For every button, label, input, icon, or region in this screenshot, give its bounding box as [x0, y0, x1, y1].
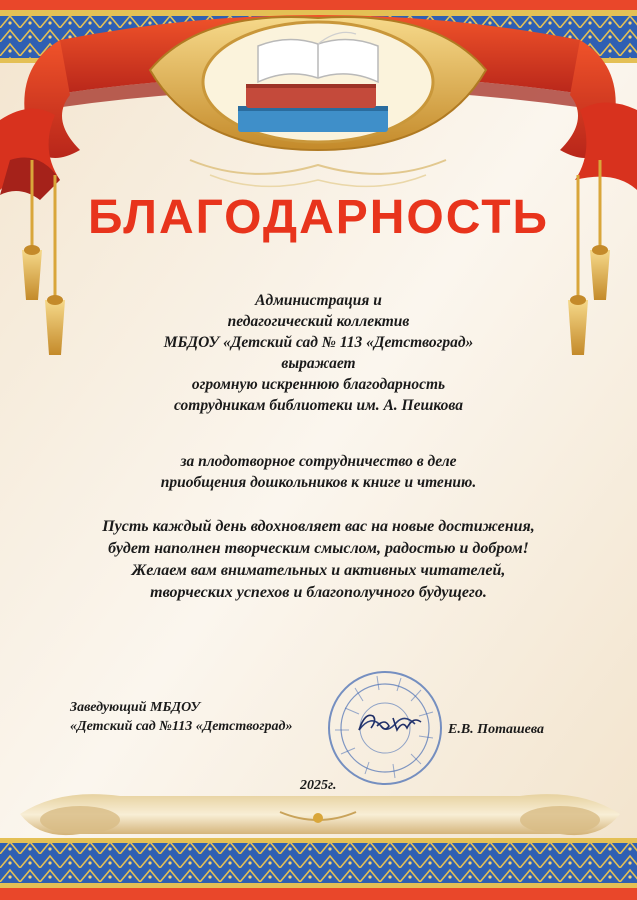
recipient-line: огромную искреннюю благодарность [191, 376, 446, 393]
position-line: Заведующий МБДОУ [70, 700, 201, 715]
certificate-title: БЛАГОДАРНОСТЬ [87, 191, 550, 244]
wishes-line: будет наполнен творческим смыслом, радостью и добром! [108, 540, 529, 557]
recipient-line: сотрудникам библиотеки им. А. Пешкова [174, 397, 463, 414]
wishes-line: Пусть каждый день вдохновляет вас на новые достижения, [102, 518, 535, 535]
books-icon [228, 28, 408, 140]
reason-block [0, 451, 637, 493]
wishes-block [0, 516, 637, 604]
reason-line: за плодотворное сотрудничество в деле [180, 453, 457, 470]
wishes-line: Желаем вам внимательных и активных читателей, [131, 562, 506, 579]
recipient-line: Администрация и [255, 292, 382, 309]
position-line: «Детский сад №113 «Детствоград» [70, 719, 293, 734]
reason-line: приобщения дошкольников к книге и чтению. [160, 474, 477, 491]
recipient-line: МБДОУ «Детский сад № 113 «Детствоград» [163, 334, 474, 351]
signatory-position [70, 698, 292, 736]
handwritten-signature [355, 708, 425, 738]
wishes-line: творческих успехов и благополучного будущего. [150, 584, 487, 601]
recipient-line: педагогический коллектив [227, 313, 410, 330]
recipient-block [0, 290, 637, 416]
certificate-year: 2025г. [300, 778, 337, 793]
signatory-name: Е.В. Поташева [448, 722, 544, 737]
recipient-line: выражает [281, 355, 356, 372]
